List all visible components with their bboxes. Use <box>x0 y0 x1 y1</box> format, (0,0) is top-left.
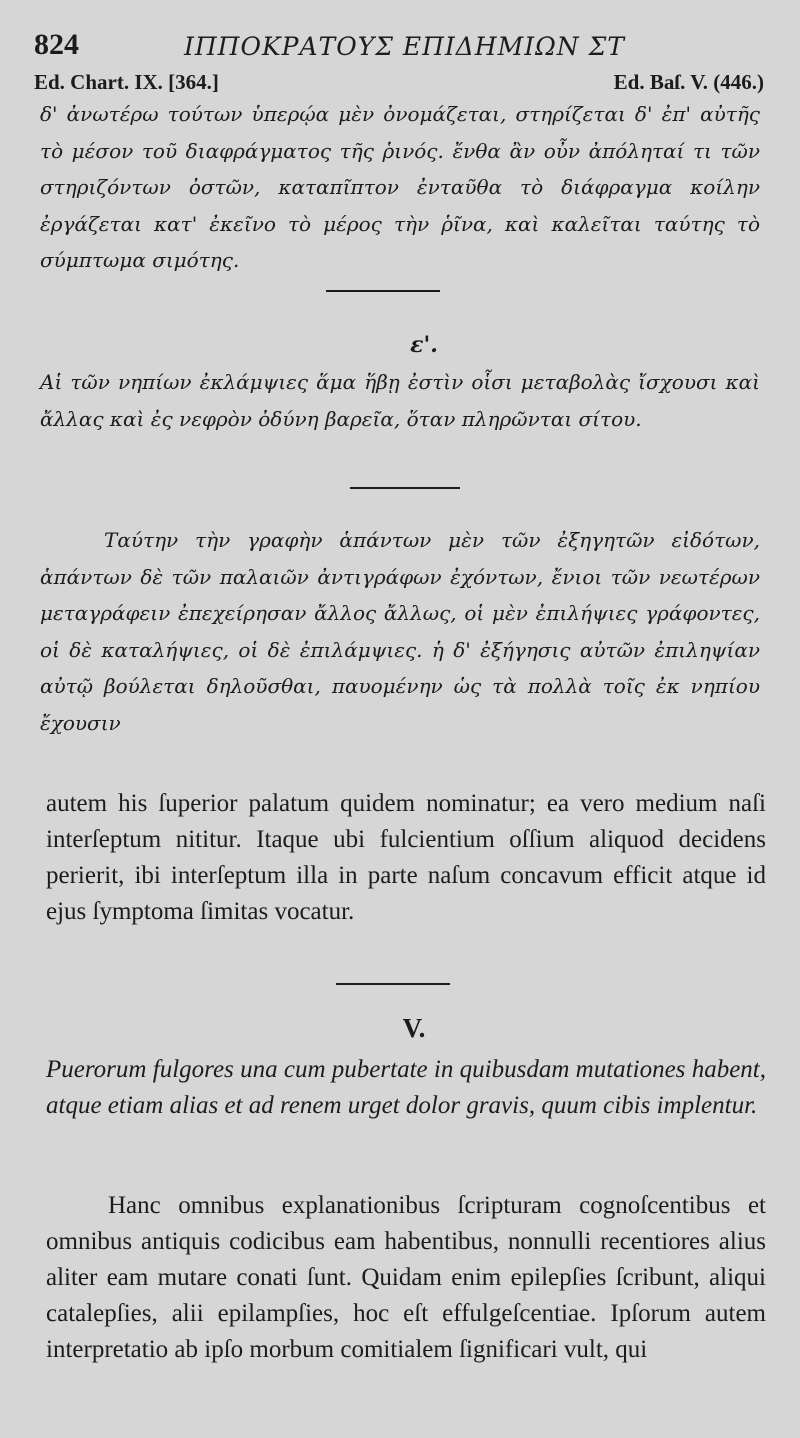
greek-section-number: ε'. <box>410 332 438 358</box>
divider-rule <box>350 487 460 489</box>
latin-aphorism: Puerorum fulgores una cum pubertate in quibusdam mutationes habent, atque etiam alias et ad renem urget dolor gravis, quum cibis implentur. <box>46 1056 766 1119</box>
running-title: ΙΠΠΟΚΡΑΤΟΥΣ ΕΠΙΔΗΜΙΩΝ ΣΤ <box>184 32 625 61</box>
page-number: 824 <box>34 28 79 61</box>
greek-commentary: Ταύτην τὴν γραφὴν ἁπάντων μὲν τῶν ἐξηγητῶν εἰδότων, ἁπάντων δὲ τῶν παλαιῶν ἀντιγράφων ἐχόντων, ἔνιοι τῶν νεωτέρων μεταγράφειν ἐπεχείρησαν ἄλλος ἄλλως, οἱ μὲν ἐπιλήψιες γράφοντες, οἱ δὲ καταλήψιες, οἱ δὲ ἐπιλάμψιες. ἡ δ' ἐξήγησις αὐτῶν ἐπιληψίαν αὐτῷ βούλεται δηλοῦσθαι, παυομένην ὡς τὰ πολλὰ τοῖς ἐκ νηπίου ἔχουσιν <box>40 528 760 735</box>
latin-section-number: V. <box>402 1013 426 1043</box>
latin-commentary: Hanc omnibus explanationibus ſcripturam cognoſcentibus et omnibus antiquis codicibus eam habentibus, nonnulli recentiores alius aliter eam mutare conati ſunt. Quidam enim epilepſies ſcribunt, aliqui catalepſies, alii epilampſies, hoc eſt effulgeſcentiae. Ipſorum autem interpretatio ab ipſo morbum comitialem ſignificari vult, qui <box>46 1192 766 1363</box>
edition-right: Ed. Baſ. V. (446.) <box>613 70 764 94</box>
edition-line <box>34 70 764 96</box>
divider-rule <box>336 983 450 985</box>
divider-rule <box>326 290 440 292</box>
latin-paragraph: autem his ſuperior palatum quidem nominatur; ea vero medium naſi interſeptum nititur. Itaque ubi fulcientium oſſium aliquod decidens perierit, ibi interſeptum illa in parte naſum concavum efficit atque id ejus ſymptoma ſimitas vocatur. <box>46 790 766 925</box>
edition-left: Ed. Chart. IX. [364.] <box>34 70 219 94</box>
running-head <box>34 28 760 68</box>
greek-paragraph: δ' ἀνωτέρω τούτων ὑπερῴα μὲν ὀνομάζεται, στηρίζεται δ' ἐπ' αὐτῆς τὸ μέσον τοῦ διαφράγματος τῆς ῥινός. ἔνθα ἂν οὖν ἀπόληταί τι τῶν στηριζόντων ὀστῶν, καταπῖπτον ἐνταῦθα τὸ διάφραγμα κοίλην ἐργάζεται κατ' ἐκεῖνο τὸ μέρος τὴν ῥῖνα, καὶ καλεῖται ταύτης τὸ σύμπτωμα σιμότης. <box>40 102 760 272</box>
greek-aphorism: Αἱ τῶν νηπίων ἐκλάμψιες ἅμα ἥβῃ ἐστὶν οἷσι μεταβολὰς ἴσχουσι καὶ ἄλλας καὶ ἐς νεφρὸν ὀδύνη βαρεῖα, ὅταν πληρῶνται σίτου. <box>40 370 760 431</box>
